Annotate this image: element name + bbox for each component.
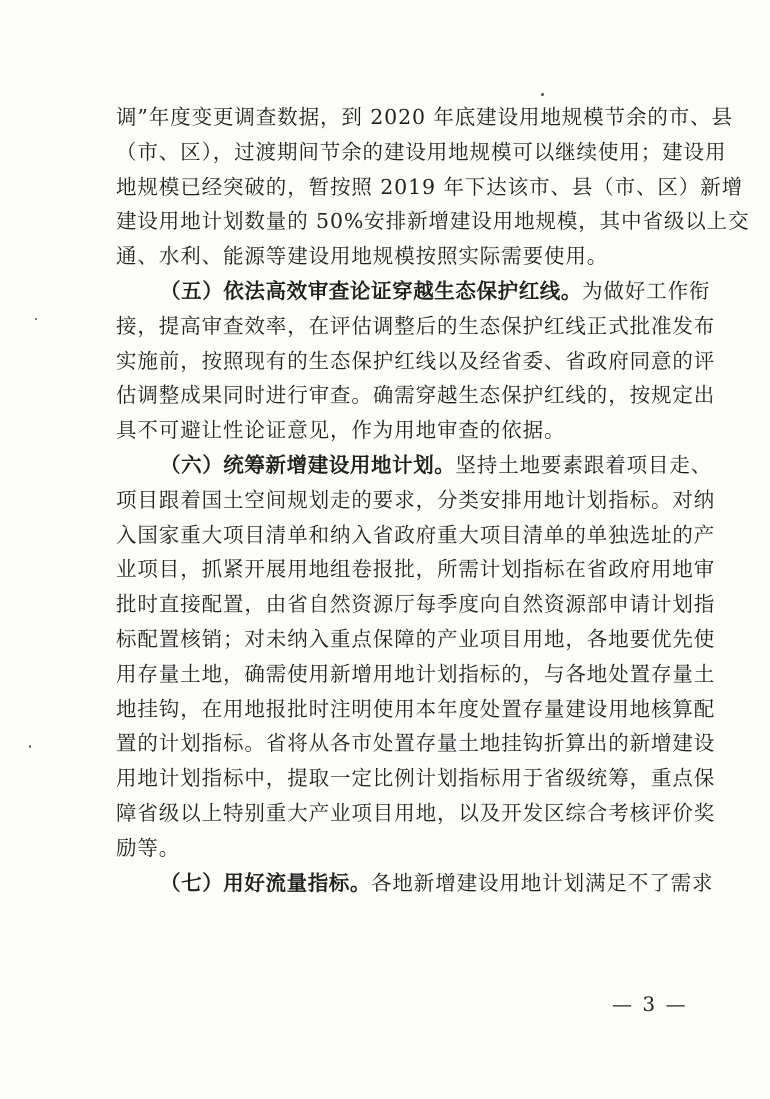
text-line xyxy=(116,761,716,796)
section-heading: （七）用好流量指标。 xyxy=(160,870,371,895)
line-text: 实施前，按照现有的生态保护红线以及经省委、省政府同意的评 xyxy=(116,348,716,373)
text-line xyxy=(116,413,706,448)
text-line xyxy=(116,309,716,344)
line-text: 批时直接配置，由省自然资源厅每季度向自然资源部申请计划指 xyxy=(116,592,716,617)
line-text: 通、水利、能源等建设用地规模按照实际需要使用。 xyxy=(116,244,609,269)
line-text: 建设用地计划数量的 50%安排新增建设用地规模，其中省级以上交 xyxy=(116,209,750,234)
text-line xyxy=(116,552,716,587)
line-text: 用存量土地，确需使用新增用地计划指标的，与各地处置存量土 xyxy=(116,661,716,686)
line-text: 标配置核销；对未纳入重点保障的产业项目用地，各地要优先使 xyxy=(116,626,716,651)
text-line xyxy=(116,587,716,622)
text-line xyxy=(116,796,716,831)
scan-speck xyxy=(541,93,544,96)
text-line xyxy=(116,378,716,413)
text-line xyxy=(116,831,706,866)
line-text: 地挂钩，在用地报批时注明使用本年度处置存量建设用地核算配 xyxy=(116,696,716,721)
text-line xyxy=(116,204,750,239)
text-line xyxy=(116,483,716,518)
line-text: 入国家重大项目清单和纳入省政府重大项目清单的单独选址的产 xyxy=(116,522,716,547)
section-heading: （五）依法高效审查论证穿越生态保护红线。 xyxy=(160,278,582,303)
line-text: （市、区），过渡期间节余的建设用地规模可以继续使用；建设用 xyxy=(116,139,727,164)
line-text: 各地新增建设用地计划满足不了需求 xyxy=(371,870,714,895)
text-line xyxy=(116,657,716,692)
text-line xyxy=(116,622,716,657)
section-heading: （六）统筹新增建设用地计划。 xyxy=(160,452,456,477)
line-text: 为做好工作衔 xyxy=(582,278,711,303)
line-text: 地规模已经突破的，暂按照 2019 年下达该市、县（市、区）新增 xyxy=(116,174,744,199)
line-text: 用地计划指标中，提取一定比例计划指标用于省级统筹，重点保 xyxy=(116,766,716,791)
line-text: 项目跟着国土空间规划走的要求，分类安排用地计划指标。对纳 xyxy=(116,487,716,512)
document-body xyxy=(116,100,750,900)
line-text: 调”年度变更调查数据，到 2020 年底建设用地规模节余的市、县 xyxy=(116,105,733,129)
page-number: — 3 — xyxy=(612,992,688,1016)
section-six-line xyxy=(116,448,713,483)
text-line xyxy=(116,239,706,274)
scan-speck xyxy=(35,318,37,320)
line-text: 励等。 xyxy=(116,835,181,860)
text-line xyxy=(116,135,727,170)
line-text: 坚持土地要素跟着项目走、 xyxy=(455,452,713,477)
text-line xyxy=(116,170,744,205)
line-text: 接，提高审查效率，在评估调整后的生态保护红线正式批准发布 xyxy=(116,313,716,338)
section-five-line xyxy=(116,274,711,309)
scan-speck xyxy=(29,745,31,748)
line-text: 具不可避让性论证意见，作为用地审查的依据。 xyxy=(116,418,566,443)
line-text: 估调整成果同时进行审查。确需穿越生态保护红线的，按规定出 xyxy=(116,383,716,408)
text-line xyxy=(116,518,716,553)
line-text: 业项目，抓紧开展用地组卷报批，所需计划指标在省政府用地审 xyxy=(116,557,716,582)
section-seven-line xyxy=(116,866,714,901)
line-text: 障省级以上特别重大产业项目用地，以及开发区综合考核评价奖 xyxy=(116,800,716,825)
line-text: 置的计划指标。省将从各市处置存量土地挂钩折算出的新增建设 xyxy=(116,731,716,756)
text-line xyxy=(116,692,716,727)
text-line xyxy=(116,344,716,379)
text-line xyxy=(116,100,733,135)
text-line xyxy=(116,726,716,761)
